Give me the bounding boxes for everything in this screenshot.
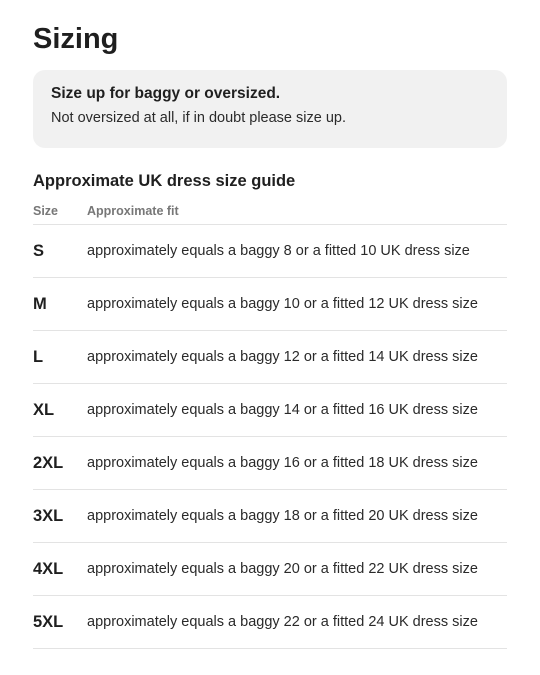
row-size: S [33,241,45,260]
row-size: L [33,347,44,366]
page-title: Sizing [33,23,119,55]
table-row [33,384,507,437]
row-size: 4XL [33,559,64,578]
row-fit: approximately equals a baggy 14 or a fitted 16 UK dress size [87,402,478,418]
row-size: M [33,294,47,313]
size-table [33,197,507,649]
row-fit: approximately equals a baggy 18 or a fitted 20 UK dress size [87,508,478,524]
row-size: XL [33,400,55,419]
row-size: 5XL [33,612,64,631]
row-fit: approximately equals a baggy 8 or a fitted 10 UK dress size [87,243,470,259]
table-row [33,596,507,649]
table-row [33,543,507,596]
sizing-note [33,70,507,148]
note-body: Not oversized at all, if in doubt please size up. [51,110,346,126]
column-header-size: Size [33,203,59,218]
table-row [33,490,507,543]
note-heading: Size up for baggy or oversized. [51,85,281,102]
row-fit: approximately equals a baggy 12 or a fitted 14 UK dress size [87,349,478,365]
row-size: 2XL [33,453,64,472]
table-header [33,197,507,225]
row-fit: approximately equals a baggy 20 or a fitted 22 UK dress size [87,561,478,577]
row-fit: approximately equals a baggy 16 or a fitted 18 UK dress size [87,455,478,471]
guide-title: Approximate UK dress size guide [33,172,296,190]
row-size: 3XL [33,506,64,525]
row-fit: approximately equals a baggy 10 or a fitted 12 UK dress size [87,296,478,312]
table-row [33,331,507,384]
row-fit: approximately equals a baggy 22 or a fitted 24 UK dress size [87,614,478,630]
table-row [33,225,507,278]
table-row [33,278,507,331]
column-header-fit: Approximate fit [87,203,179,218]
table-row [33,437,507,490]
